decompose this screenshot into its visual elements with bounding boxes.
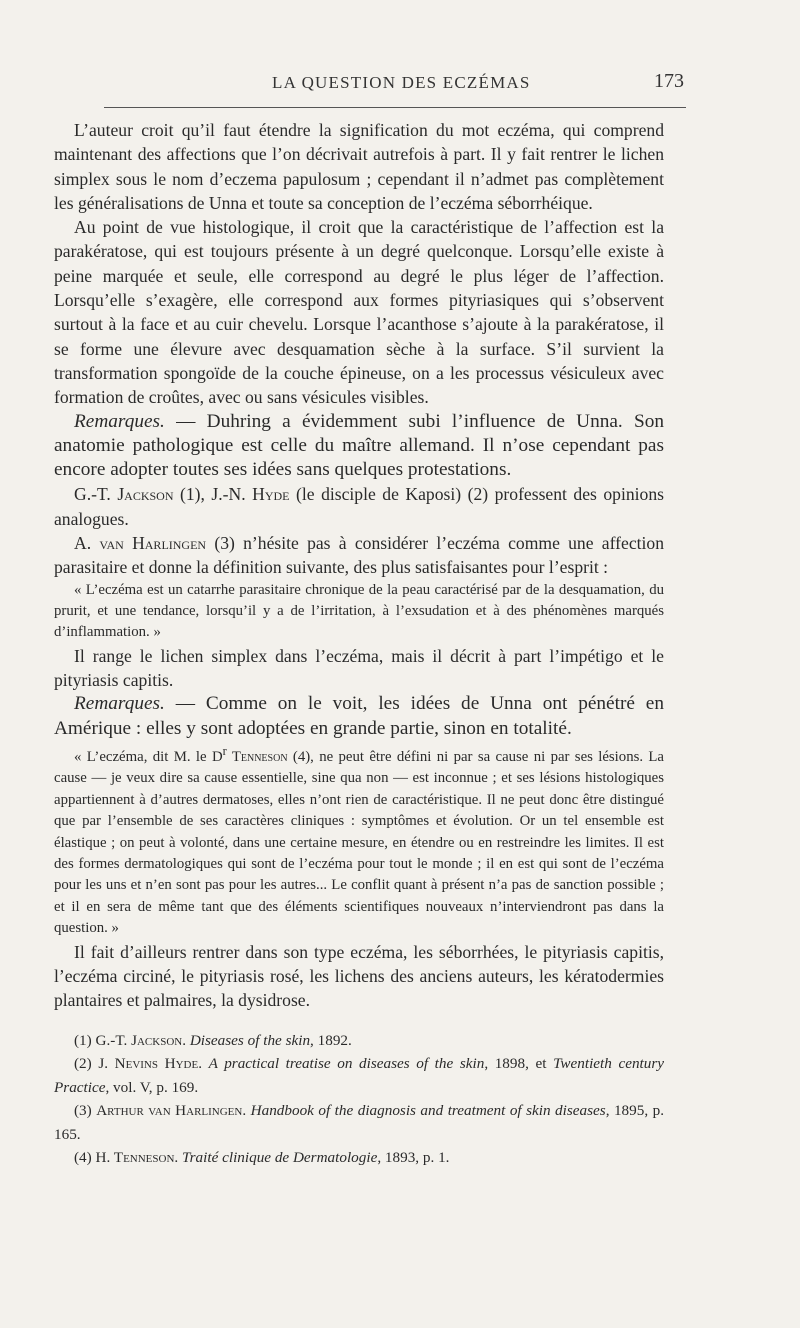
footnote-title: A practical treatise on diseases of the skin [208,1055,485,1073]
text-run: . [174,1149,183,1167]
footnote-3 [54,1099,664,1146]
page-number: 173 [654,70,684,92]
text-run: , vol. V, p. 169. [105,1078,199,1096]
footnote-number: (2) [74,1055,99,1073]
superscript: r [222,744,227,759]
text-run: , 1892. [310,1031,352,1049]
footnote-1 [54,1029,664,1053]
body-text [54,118,664,1170]
footnote-number: (4) [74,1149,96,1167]
text-run: A. [74,533,100,554]
paragraph-remarques-1 [54,410,664,483]
paragraph-1: L’auteur croit qu’il faut étendre la signification du mot eczéma, qui comprend maintenant des affections que l’on décrivait autrefois à part. Il y fait rentrer le lichen simplex sous le nom d’eczema papulosum ; cependant il n’admet pas complètement les généralisations de Unna et toute sa conception de l’eczéma séborrhéique. [54,120,664,213]
text-run: , 1893, p. 1. [377,1149,450,1167]
paragraph-remarques-2 [54,692,664,741]
footnote-author: H. Tenneson [95,1149,175,1167]
page-header [102,70,694,100]
running-title: LA QUESTION DES ECZÉMAS [272,73,531,92]
quotation-tenneson [54,741,664,940]
paragraph-2: Au point de vue histologique, il croit que la caractéristique de l’affection est la parakératose, qui est toujours présente à un degré quelconque. Lorsqu’elle existe à peine marquée et seule, elle correspond au degré le plus léger de l’affection. Lorsqu’elle s’exagère, elle correspond aux formes pityriasiques qui s’observent surtout à la face et au cuir chevelu. Lorsque l’acanthose s’ajoute à la parakératose, il se forme une élevure avec desquamation sèche à la surface. S’il survient la transformation spongoïde de la couche épineuse, on a les processus vésiculeux avec formation de croûtes, avec ou sans vésicules visibles. [54,217,664,408]
text-run: . [242,1102,251,1120]
text-run: , 1898, et [484,1055,554,1073]
footnote-title: Traité clinique de Dermatologie [182,1149,378,1167]
remarques-label: Remarques. [74,410,165,432]
text-run: « L’eczéma, dit M. le D [74,748,223,765]
text-run: (le disciple de Kaposi) (2) professent des opinions analogues. [54,484,664,529]
text-run: . [198,1055,209,1073]
footnote-2 [54,1052,664,1099]
footnote-number: (3) [74,1102,97,1120]
text-run: . [182,1031,190,1049]
remarques-label: Remarques. [74,693,165,715]
footnote-author: G.-T. Jackson [95,1031,183,1049]
author-name: van Harlingen [99,533,207,554]
author-name: Tenneson [226,748,288,765]
header-rule [104,107,686,108]
text-run: (3) n’hésite pas à considérer l’eczéma comme une affection parasitaire et donne la définition suivante, des plus satisfaisantes pour l’esprit : [54,533,664,578]
paragraph-van-harlingen [54,531,664,580]
text-run: (4), ne peut être défini ni par sa cause ni par ses lésions. La cause — je veux dire sa cause essentielle, sine qua non — est inconnue ; et ses lésions histologiques appartiennent à d’autres dermatoses, elles n’ont rien de caractéristique. Il ne peut donc être distingué que par l’ensemble de ses caractères cliniques : symptômes et évolution. Or un tel ensemble est élastique ; on peut à volonté, dans une certaine mesure, en étendre ou en restreindre les limites. Il est des formes dermatologiques qui sont de l’eczéma pour tout le monde ; il en est qui sont de l’eczéma pour les uns et n’en sont pas pour les autres... Le conflit quant à présent n’a pas de sanction possible ; et il en sera de même tant que des éléments scientifiques nouveaux n’interviendront pas dans la question. » [54,748,665,937]
remarques-text: — Duhring a évidemment subi l’influence de Unna. Son anatomie pathologique est celle du maître allemand. Il n’ose cependant pas encore adopter toutes ses idées sans quelques protestations. [54,410,664,481]
footnote-number: (1) [74,1031,96,1049]
text-run: (1), J.-N. [173,484,253,505]
paragraph-lichen: Il range le lichen simplex dans l’eczéma, mais il décrit à part l’impétigo et le pityriasis capitis. [54,645,664,691]
author-name: Hyde [252,484,290,505]
footnotes [54,1029,664,1170]
paragraph-seborrhees: Il fait d’ailleurs rentrer dans son type eczéma, les séborrhées, le pityriasis capitis, l’eczéma circiné, le pityriasis rosé, les lichens des anciens auteurs, les kératodermies plantaires et palmaires, la dysidrose. [54,941,664,1011]
quotation-1: « L’eczéma est un catarrhe parasitaire chronique de la peau caractérisé par de la desquamation, du prurit, et une tendance, lorsqu’il y a de l’irritation, à l’exsudation et à des phénomènes marqués d’inflammation. » [54,581,664,641]
text-run: , 1895, p. 165. [54,1102,665,1143]
footnote-author: Arthur van Harlingen [96,1102,243,1120]
paragraph-jackson-hyde [54,482,664,531]
footnote-4 [54,1146,664,1170]
footnote-title: Twentieth century Practice [54,1055,665,1096]
author-name: Jackson [117,484,174,505]
remarques-text: — Comme on le voit, les idées de Unna ont pénétré en Amérique : elles y sont adoptées en grande partie, sinon en totalité. [54,693,664,739]
footnote-author: J. Nevins Hyde [98,1055,199,1073]
footnote-title: Handbook of the diagnosis and treatment of skin diseases [250,1102,606,1120]
footnote-title: Diseases of the skin [189,1031,311,1049]
text-run: G.-T. [74,484,118,505]
book-page [40,0,760,1328]
